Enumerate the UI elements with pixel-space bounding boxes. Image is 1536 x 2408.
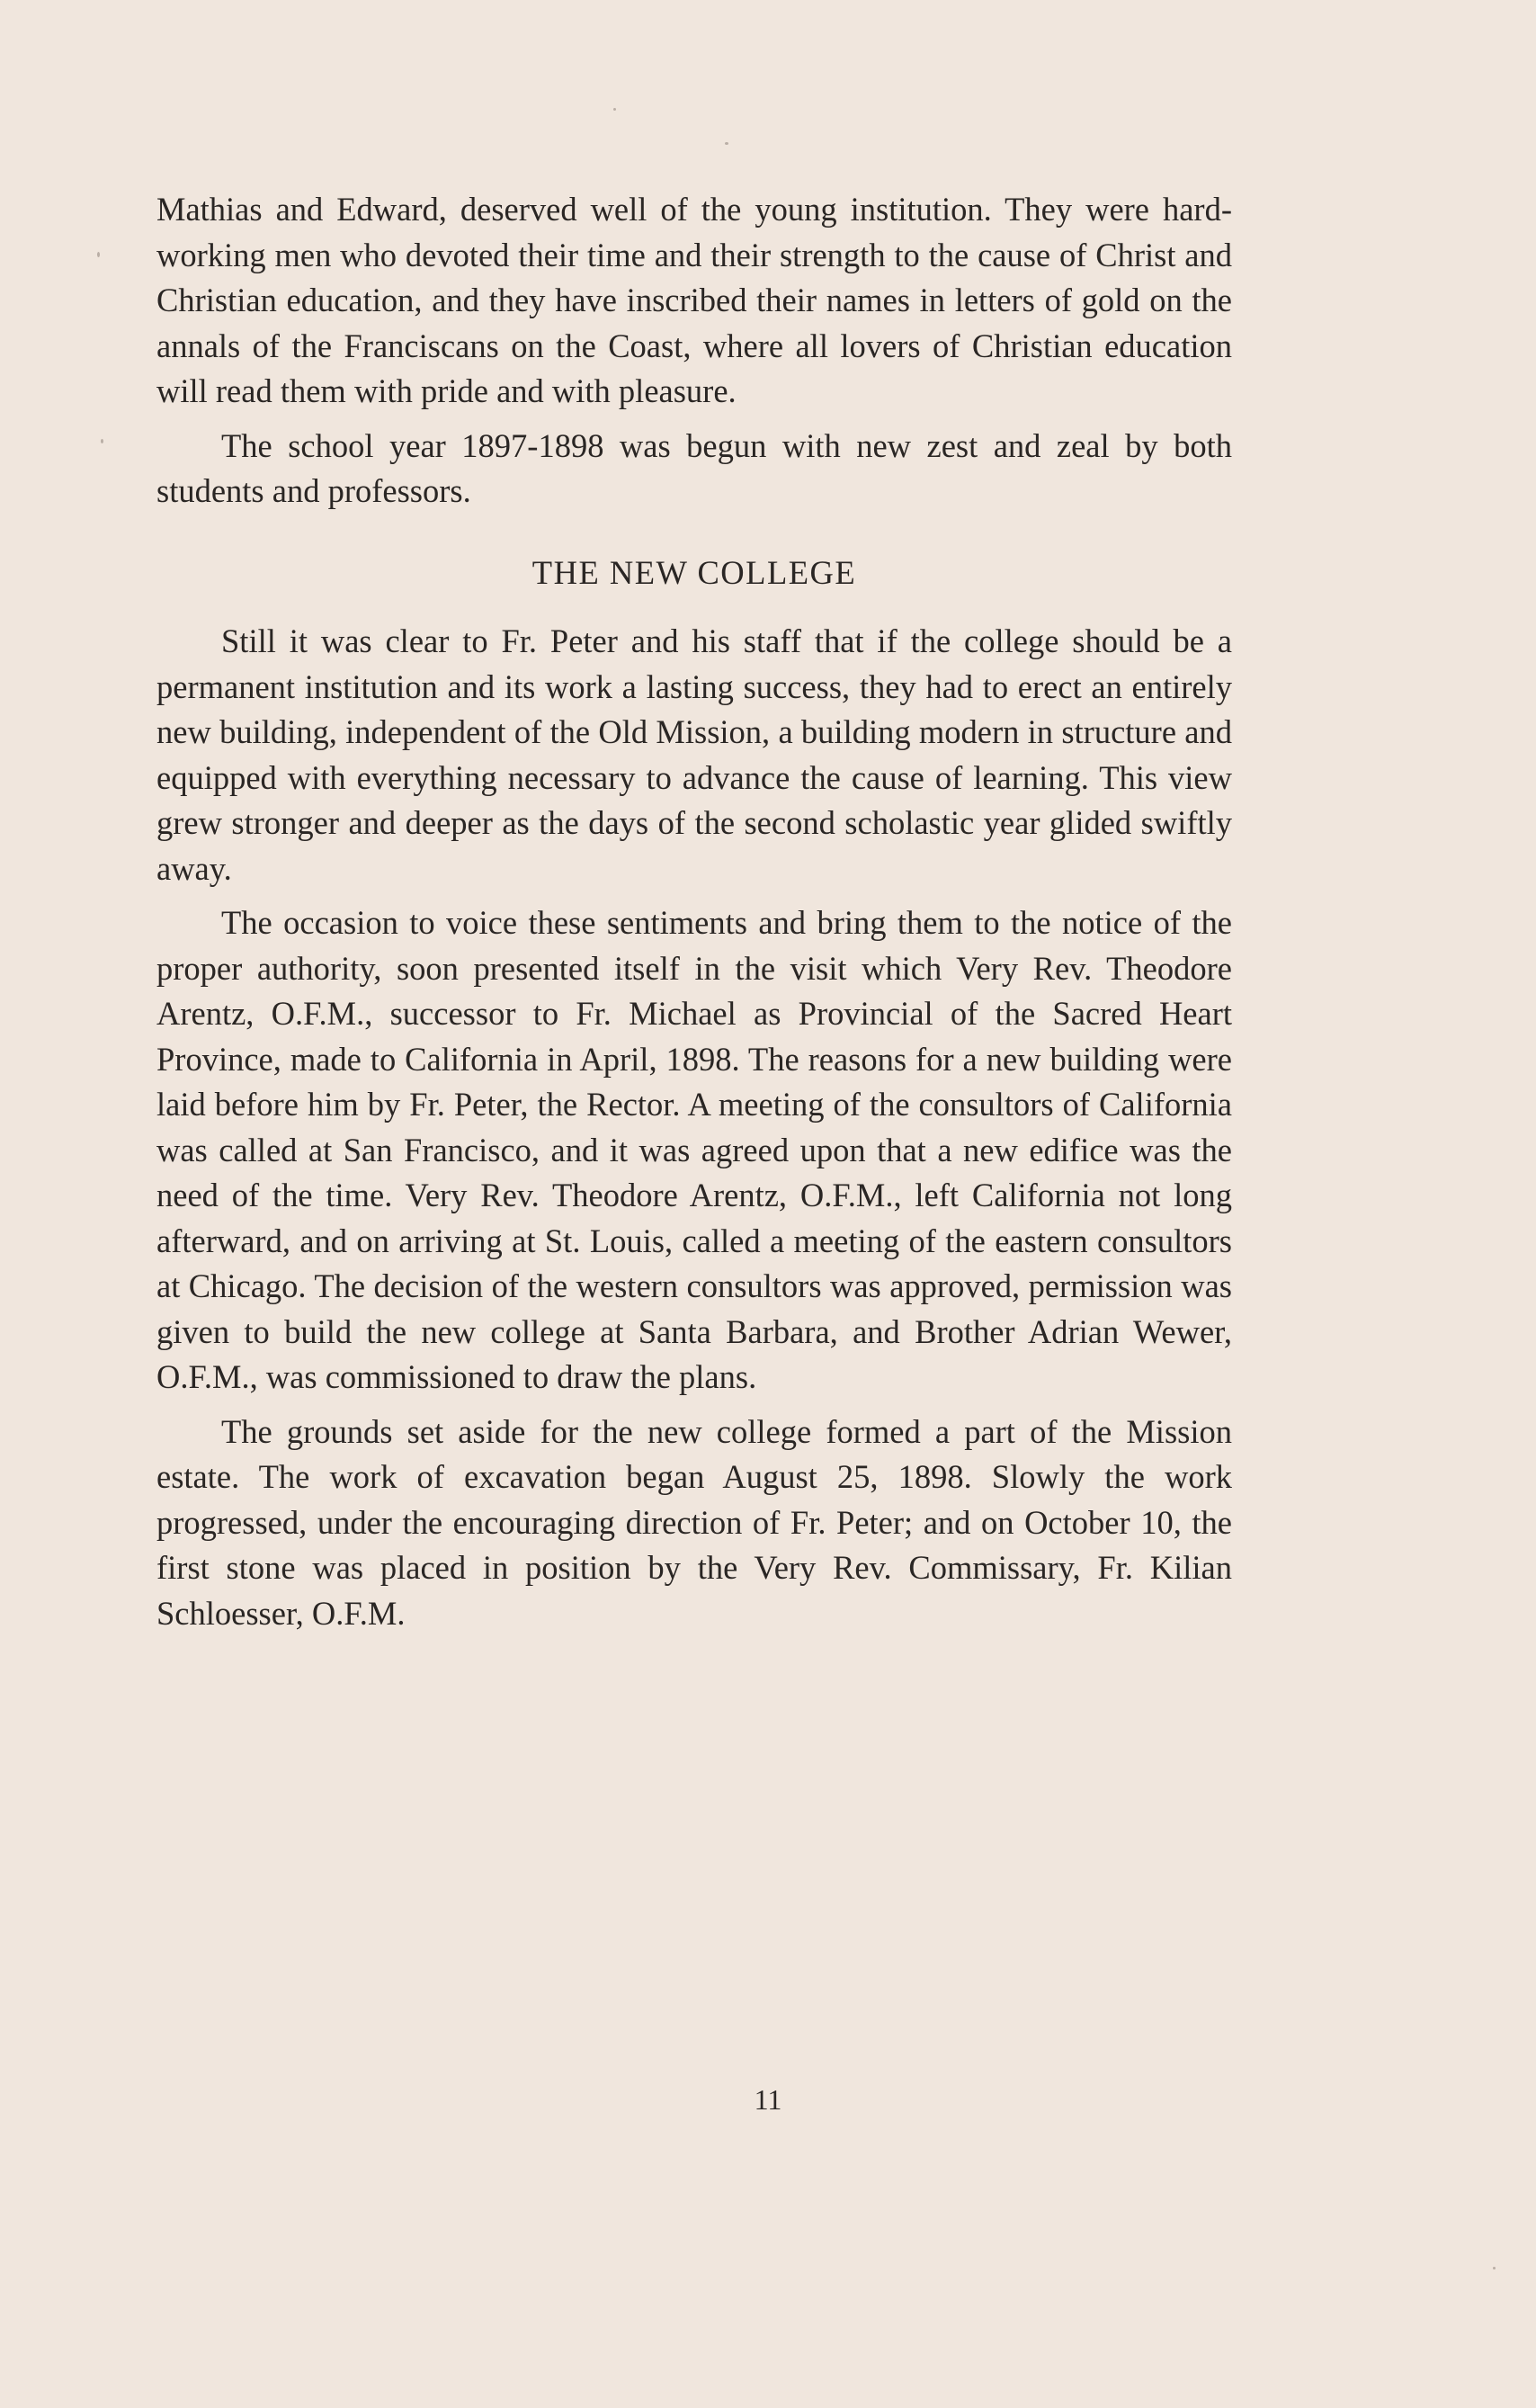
paper-speck [1493,2267,1496,2269]
paper-speck [97,252,100,257]
paragraph-continued: Mathias and Edward, deserved well of the young institution. They were hard-working men who devoted their time and their strength to the cause of Christ and Christian education, and they have inscribed their names in letters of gold on the annals of the Franciscans on the Coast, where all lovers of Christian education will read them with pride and with pleasure. [156,191,1232,409]
paragraph-grounds: The grounds set aside for the new college formed a part of the Mission estate. The work of excavation began August 25, 1898. Slowly the work progressed, under the encouraging direction of Fr. Peter; and on October 10, the first stone was placed in position by the Very Rev. Commissary, Fr. Kilian Schloesser, O.F.M. [156,1412,1232,1632]
paper-speck [725,142,728,145]
paragraph-occasion: The occasion to voice these sentiments and bring them to the notice of the proper authority, soon presented itself in the visit which Very Rev. Theodore Arentz, O.F.M., successor to Fr. Michael as Provincial of the Sacred Heart Province, made to California in April, 1898. The reasons for a new building were laid before him by Fr. Peter, the Rector. A meeting of the consultors of California was called at San Francisco, and it was agreed upon that a new edifice was the need of the time. Very Rev. Theodore Arentz, O.F.M., left California not long afterward, and on arriving at St. Louis, called a meeting of the eastern consultors at Chicago. The decision of the western consultors was approved, permission was given to build the new college at Santa Barbara, and Brother Adrian Wewer, O.F.M., was commissioned to draw the plans. [156,904,1232,1395]
paper-speck [101,439,103,443]
page-number: 11 [754,2083,782,2116]
paragraph-school-year: The school year 1897-1898 was begun with new zest and zeal by both students and professors. [156,426,1232,509]
paper-speck [613,108,616,111]
section-heading: THE NEW COLLEGE [531,553,857,591]
paragraph-new-building: Still it was clear to Fr. Peter and his staff that if the college should be a permanent institution and its work a lasting success, they had to erect an entirely new building, independent of the Old Mission, a building modern in structure and equipped with everything necessary to advance the cause of learning. This view grew stronger and deeper as the days of the second scholastic year glided swiftly away. [156,622,1232,887]
body-text [156,187,1232,1636]
